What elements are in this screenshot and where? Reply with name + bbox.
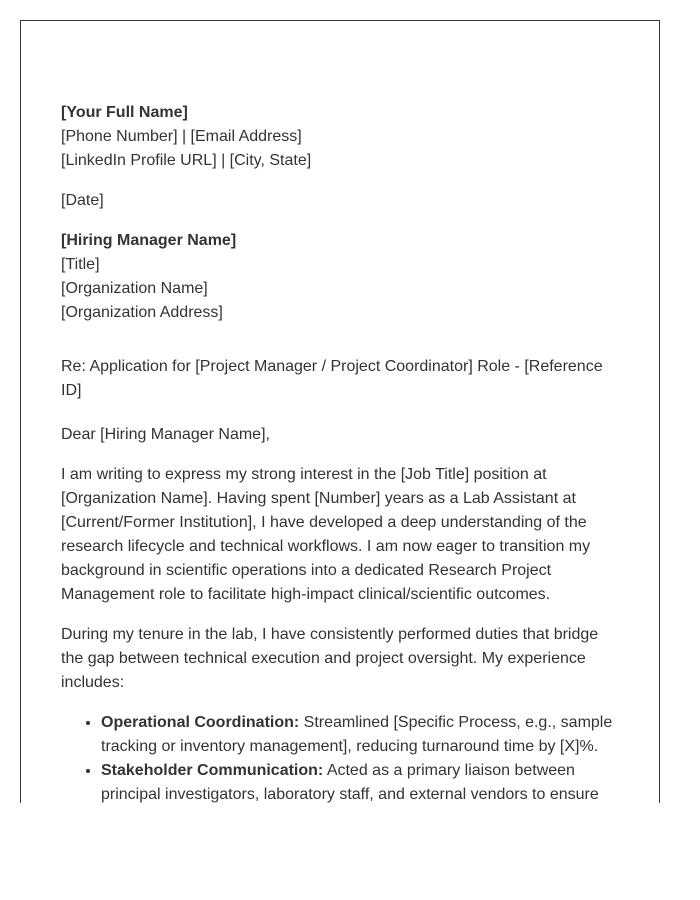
date-block xyxy=(61,189,621,213)
recipient-block xyxy=(61,229,621,325)
letter-date: [Date] xyxy=(61,192,104,209)
recipient-name: [Hiring Manager Name] xyxy=(61,232,237,249)
bullet-text: Streamlined [Specific Process, e.g., sample tracking or inventory management], reducing turnaround time by [X]%. xyxy=(101,714,613,755)
experience-list xyxy=(61,711,621,803)
sender-name: [Your Full Name] xyxy=(61,104,188,121)
recipient-organization: [Organization Name] xyxy=(61,280,208,297)
body-paragraph-1: I am writing to express my strong interest in the [Job Title] position at [Organization Name]. Having spent [Number] years as a Lab Assistant at [Current/Former Institution], I have developed a deep understanding of the research lifecycle and technical workflows. I am now eager to transition my background in scientific operations into a dedicated Research Project Management role to facilitate high-impact clinical/scientific outcomes. xyxy=(61,466,591,603)
letter-content xyxy=(61,101,621,803)
list-item xyxy=(101,711,621,759)
bullet-heading: Operational Coordination: xyxy=(101,714,300,731)
sender-contact: [Phone Number] | [Email Address] xyxy=(61,128,302,145)
bullet-text: Acted as a primary liaison between principal investigators, laboratory staff, and external vendors to ensure xyxy=(101,762,599,803)
body-paragraph-2: During my tenure in the lab, I have consistently performed duties that bridge the gap between technical execution and project oversight. My experience includes: xyxy=(61,626,599,691)
salutation: Dear [Hiring Manager Name], xyxy=(61,426,270,443)
subject-line: Re: Application for [Project Manager / Project Coordinator] Role - [Reference ID] xyxy=(61,358,603,399)
recipient-address: [Organization Address] xyxy=(61,304,223,321)
bullet-heading: Stakeholder Communication: xyxy=(101,762,324,779)
sender-block xyxy=(61,101,621,173)
sender-location: [LinkedIn Profile URL] | [City, State] xyxy=(61,152,312,169)
letter-page xyxy=(20,20,660,803)
list-item xyxy=(101,759,621,803)
recipient-title: [Title] xyxy=(61,256,100,273)
